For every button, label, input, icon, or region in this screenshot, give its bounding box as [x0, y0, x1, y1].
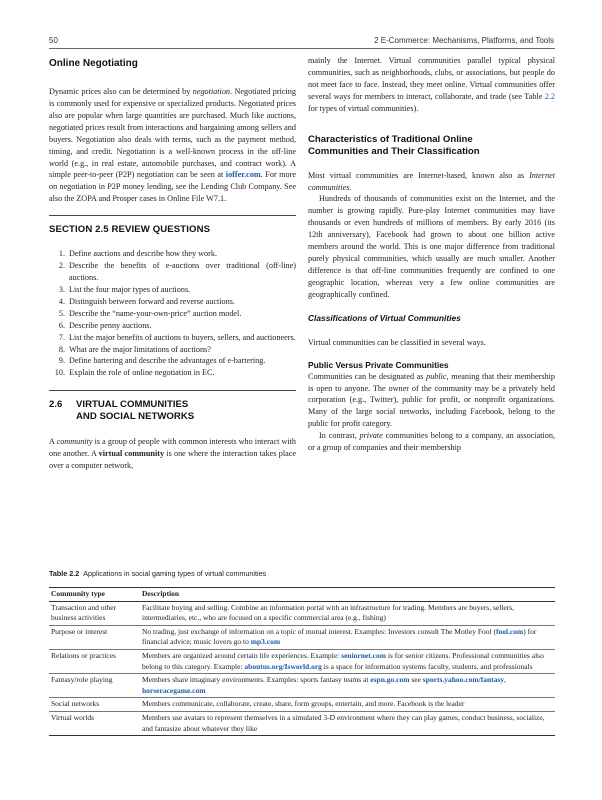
description-cell: Members communicate, collaborate, create, share, form groups, entertain, and more. Facebook is the leader: [140, 698, 555, 712]
fool-link[interactable]: fool.com: [495, 626, 524, 636]
mp3-link[interactable]: mp3.com: [250, 637, 281, 647]
community-type-cell: Fantasy/role playing: [49, 674, 140, 698]
yahoo-fantasy-link[interactable]: sports.yahoo.com/fantasy: [422, 675, 505, 685]
review-rule: [49, 215, 296, 216]
characteristics-paragraph-1: Most virtual communities are Internet-based, known also as Internet communities.: [308, 170, 555, 192]
section-2-6-rule: [49, 390, 296, 391]
description-cell: Facilitate buying and selling. Combine an information portal with an infrastructure for trading. Members are buyers, sellers, intermediaries, etc., who are focused on a specific commercial area (e.g., fishing): [140, 601, 555, 625]
table-row: [49, 698, 555, 712]
table-2-2-reference-link[interactable]: 2.2: [544, 91, 555, 101]
public-private-paragraph-1: Communities can be designated as public, meaning that their membership is open to anyone. The owner of the community may be a privately held corporation (e.g., Twitter), public for profit, or nonprofit organizations. Many of the large social networks, including Facebook, belong to the public for profit category.: [308, 371, 555, 429]
ioffer-link[interactable]: ioffer.com: [225, 170, 261, 180]
aboutus-link[interactable]: aboutus.org/Isworld.org: [244, 661, 322, 671]
list-item: 1. Define auctions and describe how they work.: [58, 249, 218, 259]
characteristics-paragraph-2: Hundreds of thousands of communities exist on the Internet, and the number is growing rapidly. Pure-play Internet communities may have thousands or even hundreds of millions of members. By early 2016 (its 12th anniversary), Facebook had grown to about one billion active members around the world. This is one major difference from traditional purely physical communities, which usually are much smaller. Another difference is that off-line communities frequently are confined to one geographic location, whereas very a few online communities are geographically confined.: [308, 194, 555, 299]
classifications-heading: Classifications of Virtual Communities: [308, 312, 461, 323]
left-column: [49, 55, 296, 472]
table-row: [49, 711, 555, 735]
public-private-heading: Public Versus Private Communities: [308, 359, 449, 370]
community-paragraph: A community is a group of people with common interests who interact with one another. A virtual community is one where the interaction takes place over a computer network,: [49, 437, 297, 471]
table-header-row: [49, 588, 555, 602]
negotiating-paragraph: Dynamic prices also can be determined by negotiation. Negotiated pricing is commonly used for expensive or specialized products. Negotiated prices also are popular when large quantities are purchased. Much like auctions, negotiated prices result from interactions and bargaining among sellers and buyers. Negotiation also deals with terms, such as the payment method, timing, and credit. Negotiation is a well-known process in the off-line world (e.g., in real estate, automobile purchases, and contract work). A simple peer-to-peer (P2P) negotiation can be seen at ioffer.com. For more on negotiation in P2P money lending, see the Lending Club Company. See also the ZOPA and Prosper cases in Online File W7.1.: [49, 87, 296, 204]
online-negotiating-heading: Online Negotiating: [49, 58, 138, 69]
table-row: [49, 649, 555, 673]
community-type-cell: Purpose or interest: [49, 625, 140, 649]
seniornet-link[interactable]: seniornet.com: [341, 650, 386, 660]
description-cell: No trading, just exchange of information on a topic of mutual interest. Examples: Investors consult The Motley Fool (fool.com) for financial advice; music lovers go to mp3.com: [140, 625, 555, 649]
section-2-6-heading: [49, 399, 296, 425]
section-title: VIRTUAL COMMUNITIES AND SOCIAL NETWORKS: [76, 399, 195, 423]
virtual-communities-paragraph: mainly the Internet. Virtual communities parallel typical physical communities, such as neighborhoods, clubs, or associations, but people do not meet face to face. Instead, they meet online. Virtual communities offer several ways for members to interact, collaborate, and trade (see Table 2.2 for types of virtual communities).: [308, 56, 555, 113]
espn-link[interactable]: espn.go.com: [370, 675, 410, 685]
description-cell: Members share imaginary environments. Examples: sports fantasy teams at espn.go.com see sports.yahoo.com/fantasy, horseracegame.com: [140, 674, 555, 698]
list-item: 10. Explain the role of online negotiation in EC.: [54, 368, 215, 378]
list-item: 6. Describe penny auctions.: [58, 320, 152, 330]
review-questions-list: [49, 248, 296, 379]
community-type-cell: Virtual worlds: [49, 711, 140, 735]
table-row: [49, 625, 555, 649]
list-item: 8. What are the major limitations of auctions?: [58, 344, 211, 354]
horseracegame-link[interactable]: horseracegame.com: [142, 685, 206, 695]
section-number: 2.6: [49, 399, 63, 411]
table-row: [49, 674, 555, 698]
description-cell: Members are organized around certain life experiences. Example: seniornet.com is for senior citizens. Professional communities also belong to this category. Example: aboutus.org/Isworld.org is a space for information systems faculty, students, and professionals: [140, 649, 555, 673]
characteristics-heading: Characteristics of Traditional Online Communities and Their Classification: [308, 133, 480, 157]
column-header-description: Description: [140, 588, 555, 602]
community-type-cell: Social networks: [49, 698, 140, 712]
table-row: [49, 601, 555, 625]
community-type-cell: Relations or practices: [49, 649, 140, 673]
community-types-table: [49, 587, 555, 736]
header-rule: [49, 48, 555, 49]
list-item: 3. List the four major types of auctions.: [58, 284, 191, 294]
description-cell: Members use avatars to represent themselves in a simulated 3-D environment where they can play games, conduct business, socialize, and fantasize about whatever they like: [140, 711, 555, 735]
list-item: 2. Describe the benefits of e-auctions over traditional (off-line) auctions.: [58, 261, 296, 282]
list-item: 5. Describe the “name-your-own-price” auction model.: [58, 308, 242, 318]
column-header-type: Community type: [49, 588, 140, 602]
page-number: 50: [49, 36, 58, 45]
list-item: 4. Distinguish between forward and reverse auctions.: [58, 296, 235, 306]
community-type-cell: Transaction and other business activities: [49, 601, 140, 625]
public-private-paragraph-2: In contrast, private communities belong to a company, an association, or a group of companies and their membership: [308, 431, 555, 453]
running-head: 2 E-Commerce: Mechanisms, Platforms, and Tools: [374, 36, 554, 45]
table-caption: Table 2.2 Applications in social gaming types of virtual communities: [49, 569, 267, 578]
right-column: [308, 55, 555, 454]
classifications-paragraph: Virtual communities can be classified in several ways.: [308, 337, 486, 347]
list-item: 7. List the major benefits of auctions to buyers, sellers, and auctioneers.: [58, 332, 296, 342]
list-item: 9. Define bartering and describe the advantages of e-bartering.: [58, 356, 266, 366]
review-questions-heading: SECTION 2.5 REVIEW QUESTIONS: [49, 224, 211, 236]
